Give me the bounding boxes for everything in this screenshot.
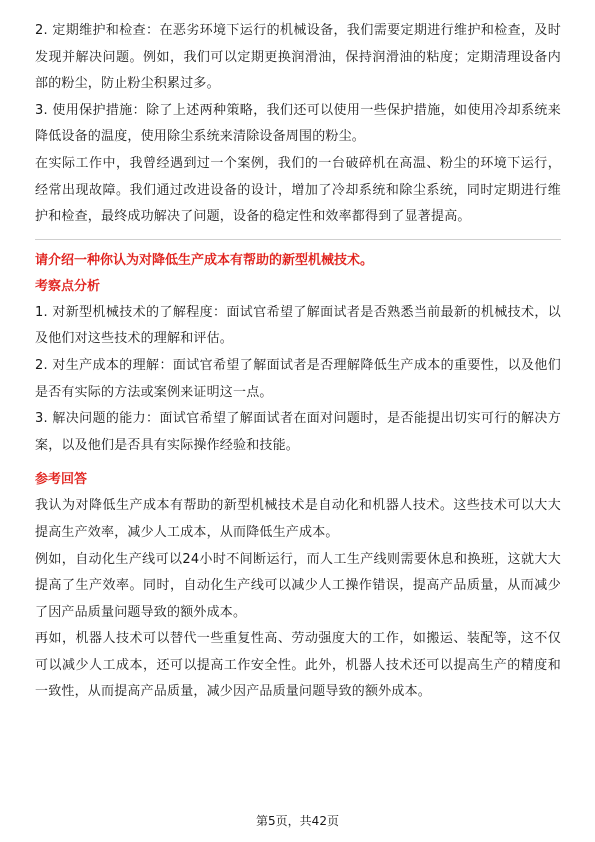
answer-heading: 参考回答 <box>35 472 88 488</box>
answer-paragraph: 再如，机器人技术可以替代一些重复性高、劳动强度大的工作，如搬运、装配等，这不仅可以减少人工成本，还可以提高工作安全性。此外，机器人技术还可以提高生产的精度和一致性，从而提高产品质量，减少因产品质量问题导致的额外成本。 <box>35 631 561 700</box>
document-page <box>35 18 561 706</box>
answer-paragraph: 例如，自动化生产线可以24小时不间断运行，而人工生产线则需要休息和换班，这就大大提高了生产效率。同时，自动化生产线可以减少人工操作错误，提高产品质量，从而减少了因产品质量问题导致的额外成本。 <box>35 551 561 620</box>
list-item: 2. 对生产成本的理解：面试官希望了解面试者是否理解降低生产成本的重要性，以及他们是否有实际的方法或案例来证明这一点。 <box>35 357 561 400</box>
question-title: 请介绍一种你认为对降低生产成本有帮助的新型机械技术。 <box>35 252 374 268</box>
case-paragraph: 在实际工作中，我曾经遇到过一个案例，我们的一台破碎机在高温、粉尘的环境下运行，经常出现故障。我们通过改进设备的设计，增加了冷却系统和除尘系统，同时定期进行维护和检查，最终成功解决了问题，设备的稳定性和效率都得到了显著提高。 <box>35 155 561 225</box>
page-number: 第5页，共42页 <box>256 814 339 828</box>
list-item: 1. 对新型机械技术的了解程度：面试官希望了解面试者是否熟悉当前最新的机械技术，以及他们对这些技术的理解和评估。 <box>35 304 561 347</box>
list-item: 3. 解决问题的能力：面试官希望了解面试者在面对问题时，是否能提出切实可行的解决方案，以及他们是否具有实际操作经验和技能。 <box>35 411 561 453</box>
list-item: 3. 使用保护措施：除了上述两种策略，我们还可以使用一些保护措施，如使用冷却系统来降低设备的温度，使用除尘系统来清除设备周围的粉尘。 <box>35 102 561 145</box>
section-divider <box>35 239 561 240</box>
analysis-heading: 考察点分析 <box>35 278 101 294</box>
list-item: 2. 定期维护和检查：在恶劣环境下运行的机械设备，我们需要定期进行维护和检查，及时发现并解决问题。例如，我们可以定期更换润滑油，保持润滑油的粘度；定期清理设备内部的粉尘，防止粉尘积累过多。 <box>35 23 561 92</box>
spacer <box>35 459 561 467</box>
answer-paragraph: 我认为对降低生产成本有帮助的新型机械技术是自动化和机器人技术。这些技术可以大大提高生产效率，减少人工成本，从而降低生产成本。 <box>35 498 561 540</box>
